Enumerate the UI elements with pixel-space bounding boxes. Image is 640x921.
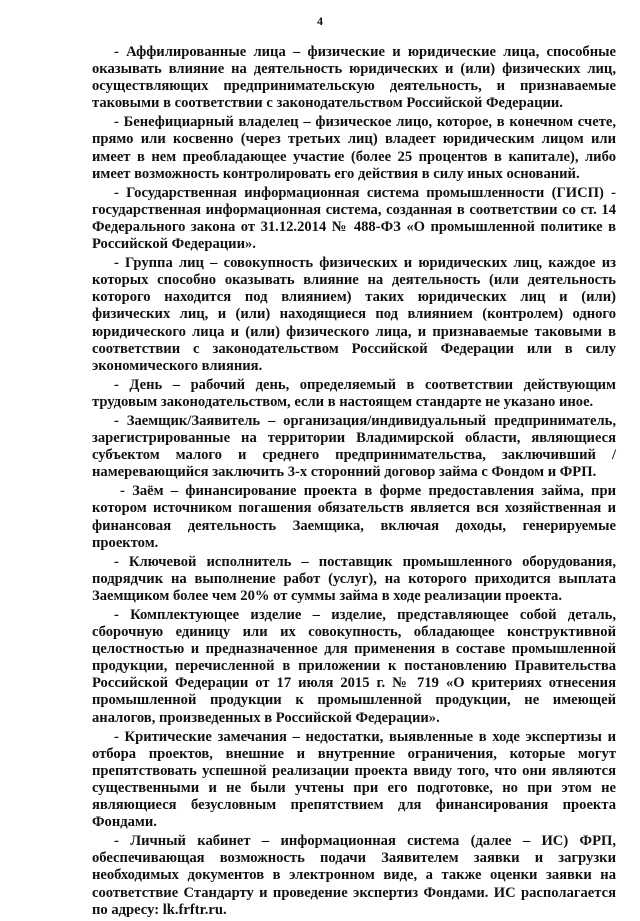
definitions-list (92, 44, 616, 921)
definition-paragraph: - Ключевой исполнитель – поставщик промышленного оборудования, подрядчик на выполнение работ (услуг), на которого приходится выплата Заемщиком более чем 20% от суммы займа в ходе реализации проекта. (92, 553, 616, 604)
definition-paragraph: - Группа лиц – совокупность физических и юридических лиц, каждое из которых способно оказывать влияние на деятельность (или деятельность которого находится под влиянием) таких юридических лиц и (или) физических лиц, и (или) находящиеся под влиянием (контролем) одного юридического лица и (или) физического лица, и признаваемые таковыми в соответствии с законодательством Российской Федерации или в силу экономического влияния. (92, 255, 616, 374)
definition-paragraph: - Бенефициарный владелец – физическое лицо, которое, в конечном счете, прямо или косвенно (через третьих лиц) владеет юридическим лицом или имеет в нем преобладающее участие (более 25 процентов в капитале), либо имеет возможность контролировать его действия в силу иных оснований. (92, 114, 616, 182)
definition-paragraph: - Аффилированные лица – физические и юридические лица, способные оказывать влияние на деятельность юридических и (или) физических лиц, осуществляющих предпринимательскую деятельность, и признаваемые таковыми в соответствии с законодательством Российской Федерации. (92, 44, 616, 112)
definition-paragraph: - Личный кабинет – информационная система (далее – ИС) ФРП, обеспечивающая возможность подачи Заявителем заявки и загрузки необходимых документов в электронном виде, а также оценки заявки на соответствие Стандарту и проведение экспертиз Фондами. ИС располагается по адресу: lk.frftr.ru. (92, 833, 616, 918)
definition-paragraph: - День – рабочий день, определяемый в соответствии действующим трудовым законодательством, если в настоящем стандарте не указано иное. (92, 376, 616, 410)
definition-paragraph: - Критические замечания – недостатки, выявленные в ходе экспертизы и отбора проектов, внешние и внутренние ограничения, которые могут препятствовать успешной реализации проекта ввиду того, что они являются существенными и не были учтены при его подготовке, но при этом не являющиеся безусловным препятствием для финансирования проекта Фондами. (92, 728, 616, 831)
definition-paragraph: - Заём – финансирование проекта в форме предоставления займа, при котором источником погашения обязательств является вся хозяйственная и финансовая деятельность Заемщика, включая доходы, генерируемые проектом. (92, 483, 616, 551)
definition-paragraph: - Заемщик/Заявитель – организация/индивидуальный предприниматель, зарегистрированные на территории Владимирской области, являющиеся субъектом малого и среднего предпринимательства, заключивший / намеревающийся заключить 3-х сторонний договор займа с Фондом и ФРП. (92, 412, 616, 481)
page-number: 4 (317, 14, 323, 28)
definition-paragraph: - Комплектующее изделие – изделие, представляющее собой деталь, сборочную единицу или их совокупность, обладающее конструктивной целостностью и предназначенное для применения в составе промышленной продукции, перечисленной в приложении к постановлению Правительства Российской Федерации от 17 июля 2015 г. № 719 «О критериях отнесения промышленной продукции к промышленной продукции, не имеющей аналогов, произведенных в Российской Федерации». (92, 607, 616, 726)
definition-paragraph: - Государственная информационная система промышленности (ГИСП) - государственная информационная система, созданная в соответствии со ст. 14 Федерального закона от 31.12.2014 № 488-ФЗ «О промышленной политике в Российской Федерации». (92, 184, 616, 253)
